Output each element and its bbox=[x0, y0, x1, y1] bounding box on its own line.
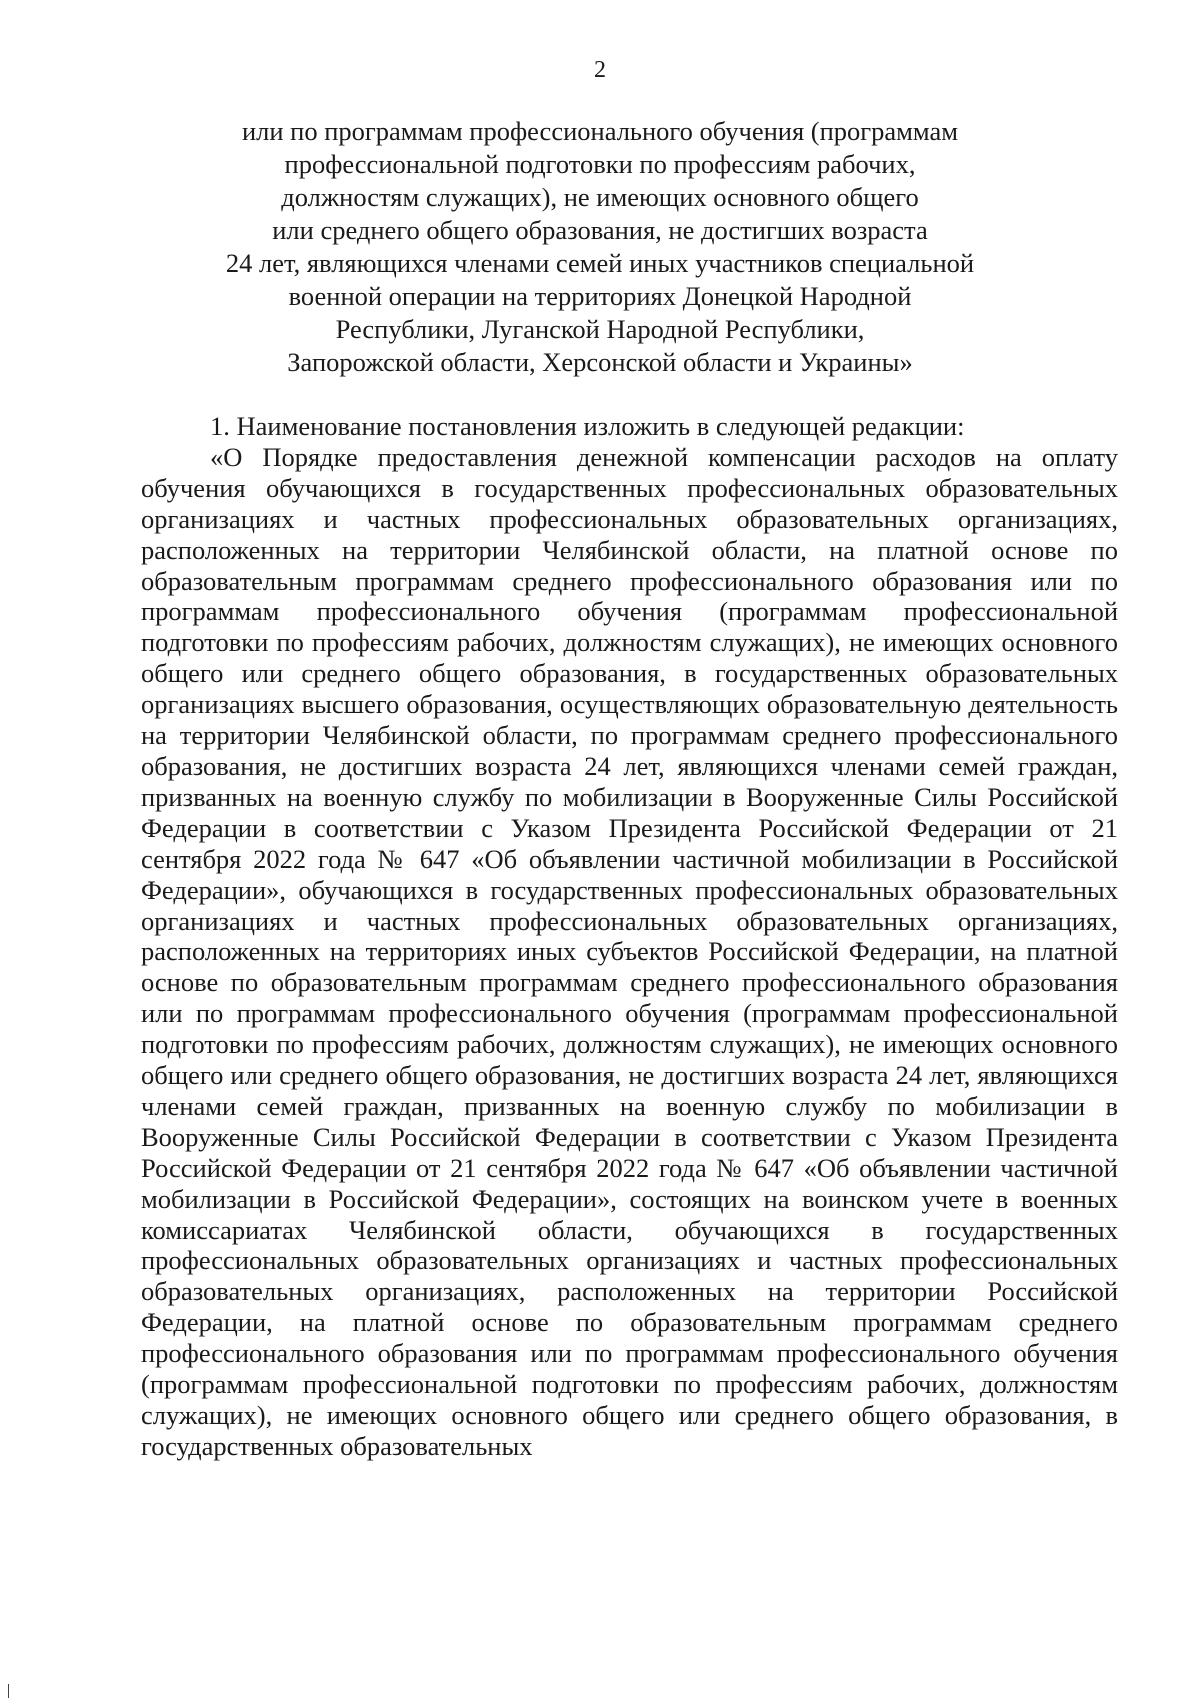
document-body bbox=[141, 411, 1118, 1462]
scan-edge-mark bbox=[8, 1684, 9, 1698]
heading-line: военной операции на территориях Донецкой Народной bbox=[288, 281, 912, 311]
heading-line: или среднего общего образования, не достигших возраста bbox=[272, 215, 928, 245]
page-number: 2 bbox=[594, 57, 606, 83]
document-heading bbox=[0, 115, 1200, 379]
heading-line: 24 лет, являющихся членами семей иных участников специальной bbox=[225, 248, 975, 278]
paragraph-item-1: 1. Наименование постановления изложить в следующей редакции: bbox=[210, 411, 965, 441]
heading-line: должностям служащих), не имеющих основного общего bbox=[281, 182, 919, 212]
heading-line: профессиональной подготовки по профессиям рабочих, bbox=[284, 149, 916, 179]
heading-line: или по программам профессионального обучения (программам bbox=[241, 116, 959, 146]
quoted-title-paragraph: «О Порядке предоставления денежной компенсации расходов на оплату обучения обучающихся в государственных профессиональных образовательных организациях и частных профессиональных образовательных организациях, расположенных на территории Челябинской области, на платной основе по образовательным программам среднего профессионального образования или по программам профессионального обучения (программам профессиональной подготовки по профессиям рабочих, должностям служащих), не имеющих основного общего или среднего общего образования, в государственных образовательных организациях высшего образования, осуществляющих образовательную деятельность на территории Челябинской области, по программам среднего профессионального образования, не достигших возраста 24 лет, являющихся членами семей граждан, призванных на военную службу по мобилизации в Вооруженные Силы Российской Федерации в соответствии с Указом Президента Российской Федерации от 21 сентября 2022 года № 647 «Об объявлении частичной мобилизации в Российской Федерации», обучающихся в государственных профессиональных образовательных организациях и частных профессиональных образовательных организациях, расположенных на территориях иных субъектов Российской Федерации, на платной основе по образовательным программам среднего профессионального образования или по программам профессионального обучения (программам профессиональной подготовки по профессиям рабочих, должностям служащих), не имеющих основного общего или среднего общего образования, не достигших возраста 24 лет, являющихся членами семей граждан, призванных на военную службу по мобилизации в Вооруженные Силы Российской Федерации в соответствии с Указом Президента Российской Федерации от 21 сентября 2022 года № 647 «Об объявлении частичной мобилизации в Российской Федерации», состоящих на воинском учете в военных комиссариатах Челябинской области, обучающихся в государственных профессиональных образовательных организациях и частных профессиональных образовательных организациях, расположенных на территории Российской Федерации, на платной основе по образовательным программам среднего профессионального образования или по программам профессионального обучения (программам профессиональной подготовки по профессиям рабочих, должностям служащих), не имеющих основного общего или среднего общего образования, в государственных образовательных bbox=[141, 441, 1118, 1461]
heading-line: Республики, Луганской Народной Республики, bbox=[335, 314, 865, 344]
heading-line: Запорожской области, Херсонской области и Украины» bbox=[287, 347, 913, 377]
